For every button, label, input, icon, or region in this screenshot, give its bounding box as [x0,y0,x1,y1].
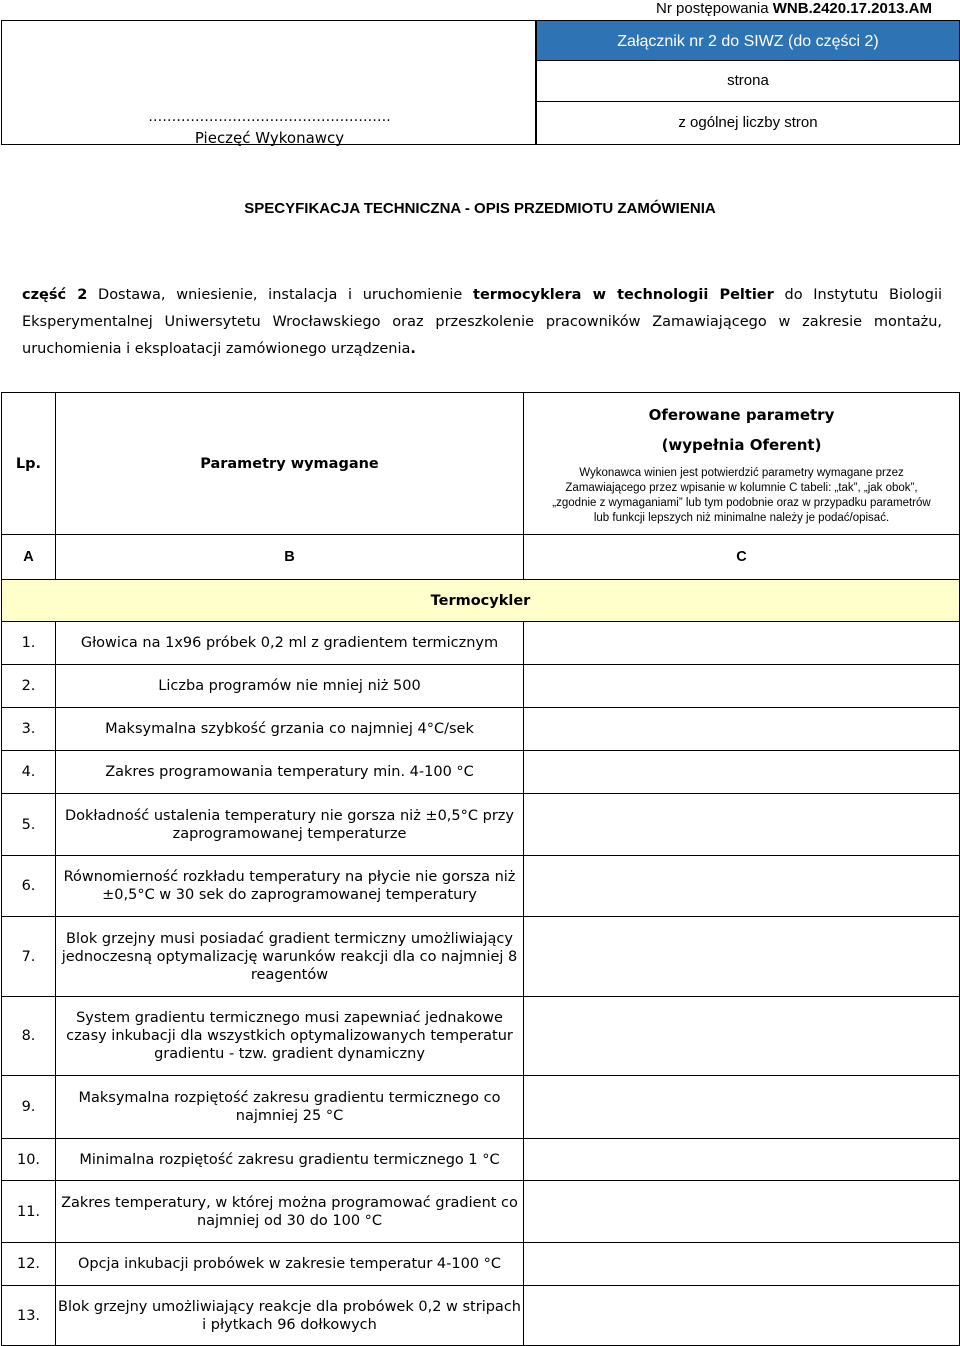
table-row [2,794,960,856]
letter-c: C [524,535,960,580]
row-param: Blok grzejny musi posiadać gradient termiczny umożliwiający jednoczesną optymalizację warunków reakcji dla co najmniej 8 reagentów [56,917,524,997]
stamp-label: Pieczęć Wykonawcy [194,129,345,147]
row-lp: 4. [2,751,56,794]
row-lp: 10. [2,1139,56,1181]
row-param: Liczba programów nie mniej niż 500 [56,665,524,708]
total-pages-field: z ogólnej liczby stron [536,102,960,145]
desc-text-2: do Instytutu Biologii Eksperymentalnej Uniwersytetu Wrocławskiego oraz przeszkolenie pracowników Zamawiającego w zakresie montażu, uruchomienia i eksploatacji zamówionego urządzenia [22,287,943,357]
section-title: Termocykler [2,580,960,622]
row-offered-input[interactable] [524,1076,960,1139]
page-number-field: strona [536,61,960,102]
row-param: Opcja inkubacji probówek w zakresie temperatur 4-100 °C [56,1243,524,1286]
row-param: Zakres temperatury, w której można programować gradient co najmniej od 30 do 100 °C [56,1181,524,1243]
desc-bold-end: . [410,341,416,357]
part-description [22,282,942,363]
col-params-label: Parametry wymagane [200,455,379,472]
table-row [2,1243,960,1286]
row-offered-input[interactable] [524,997,960,1076]
part-label: część 2 [22,287,88,303]
spec-table [1,392,960,1346]
row-offered-input[interactable] [524,1243,960,1286]
col-offered-title: Oferowane parametry [648,405,835,424]
attachment-banner: Załącznik nr 2 do SIWZ (do części 2) [536,20,960,61]
letter-a: A [2,535,56,580]
col-offered-header [524,393,960,535]
document-title: SPECYFIKACJA TECHNICZNA - OPIS PRZEDMIOTU ZAMÓWIENIA [244,200,716,217]
col-lp-header [2,393,56,535]
col-lp-label: Lp. [15,455,42,472]
table-row [2,622,960,665]
row-param: Zakres programowania temperatury min. 4-100 °C [56,751,524,794]
row-lp: 9. [2,1076,56,1139]
table-row [2,1076,960,1139]
row-lp: 11. [2,1181,56,1243]
row-param: Minimalna rozpiętość zakresu gradientu termicznego 1 °C [56,1139,524,1181]
row-lp: 5. [2,794,56,856]
row-lp: 2. [2,665,56,708]
row-param: Dokładność ustalenia temperatury nie gorsza niż ±0,5°C przy zaprogramowanej temperaturze [56,794,524,856]
contractor-stamp-box [1,20,536,145]
table-row [2,856,960,917]
procedure-label: Nr postępowania [656,0,773,17]
table-row [2,917,960,997]
row-offered-input[interactable] [524,917,960,997]
row-offered-input[interactable] [524,1181,960,1243]
letters-row [2,535,960,580]
table-header-row [2,393,960,535]
table-row [2,1139,960,1181]
procedure-number-value: WNB.2420.17.2013.AM [772,0,932,17]
col-offered-note: Wykonawca winien jest potwierdzić parametry wymagane przez Zamawiającego przez wpisanie w kolumnie C tabeli: „tak”, „jak obok”, „zgodnie z wymaganiami” lub tym podobnie oraz w przypadku parametrów lub funkcji lepszych niż minimalne należy je podać/opisać. [552,466,931,524]
row-param: System gradientu termicznego musi zapewniać jednakowe czasy inkubacji dla wszystkich optymalizowanych temperatur gradientu - tzw. gradient dynamiczny [56,997,524,1076]
row-offered-input[interactable] [524,751,960,794]
row-param: Maksymalna rozpiętość zakresu gradientu termicznego co najmniej 25 °C [56,1076,524,1139]
row-lp: 6. [2,856,56,917]
row-offered-input[interactable] [524,1286,960,1346]
row-offered-input[interactable] [524,1139,960,1181]
row-lp: 13. [2,1286,56,1346]
row-lp: 12. [2,1243,56,1286]
table-row [2,997,960,1076]
procedure-number [609,0,960,20]
desc-bold-product: termocyklera w technologii Peltier [473,287,774,303]
table-row [2,708,960,751]
col-offered-subtitle: (wypełnia Oferent) [661,435,822,454]
row-lp: 7. [2,917,56,997]
row-param: Równomierność rozkładu temperatury na płycie nie gorsza niż ±0,5°C w 30 sek do zaprogramowanej temperatury [56,856,524,917]
row-offered-input[interactable] [524,665,960,708]
stamp-dots: ……………………………………………. [148,109,391,125]
col-params-header [56,393,524,535]
row-param: Głowica na 1x96 próbek 0,2 ml z gradientem termicznym [56,622,524,665]
table-row [2,1181,960,1243]
row-lp: 3. [2,708,56,751]
row-offered-input[interactable] [524,622,960,665]
row-lp: 8. [2,997,56,1076]
desc-text-1: Dostawa, wniesienie, instalacja i uruchomienie [87,287,474,303]
row-lp: 1. [2,622,56,665]
table-row [2,665,960,708]
letter-b: B [56,535,524,580]
row-offered-input[interactable] [524,794,960,856]
row-param: Maksymalna szybkość grzania co najmniej 4°C/sek [56,708,524,751]
row-param: Blok grzejny umożliwiający reakcje dla probówek 0,2 w stripach i płytkach 96 dołkowych [56,1286,524,1346]
section-row [2,580,960,622]
table-row [2,1286,960,1346]
row-offered-input[interactable] [524,708,960,751]
table-row [2,751,960,794]
row-offered-input[interactable] [524,856,960,917]
